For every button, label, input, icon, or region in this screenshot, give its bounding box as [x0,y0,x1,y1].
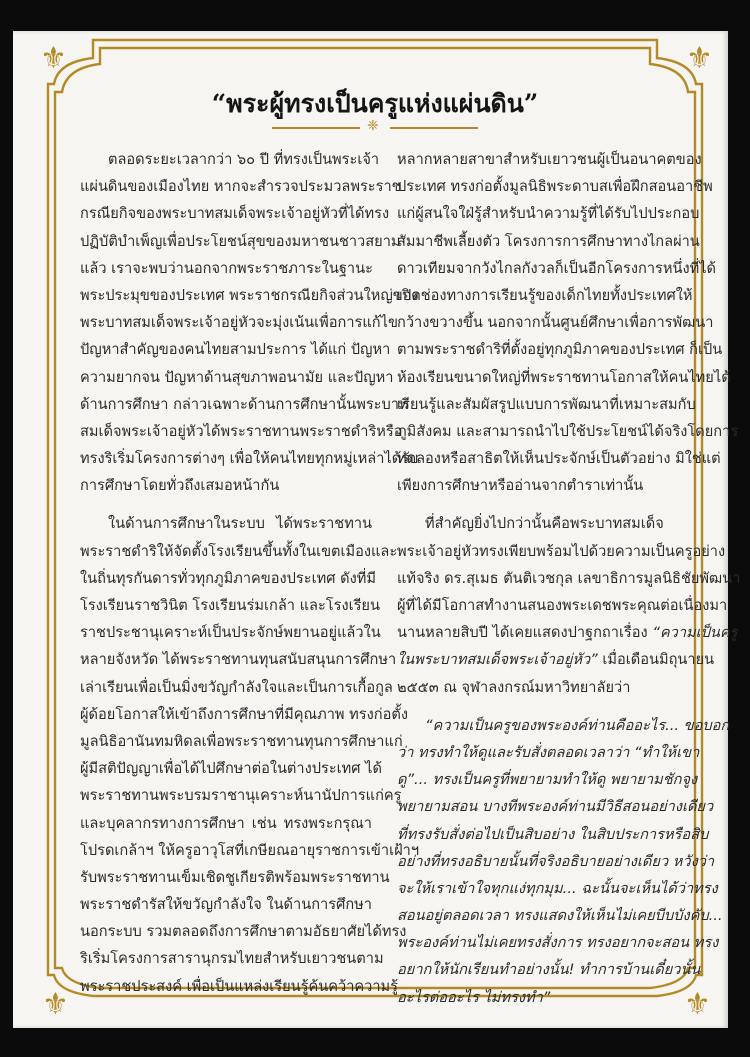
text-line: อยากให้นักเรียนทำอย่างนั้น! ทำการบ้านเดี๋ยวนั้น [397,961,701,979]
text-line: พระองค์ท่านไม่เคยทรงสั่งการ ทรงอยากจะสอน ทรง [397,934,719,952]
text-line: และบุคลากรทางการศึกษา เช่น ทรงพระกรุณา [80,814,372,832]
text-line: ตามพระราชดำริที่ตั้งอยู่ทุกภูมิภาคของประเทศ ก็เป็น [397,341,723,359]
text-line: สัมมาชีพเลี้ยงตัว โครงการการศึกษาทางไกลผ่าน [397,232,700,250]
text-line: แท้จริง ดร.สุเมธ ตันติเวชกุล เลขาธิการมูลนิธิชัยพัฒนา [397,569,741,587]
text-line: โรงเรียนราชวินิต โรงเรียนร่มเกล้า และโรงเรียน [80,597,380,614]
fleur-de-lis-icon: ⚜ [686,41,713,76]
text-line: พยายามสอน บางทีพระองค์ท่านมีวิธีสอนอย่างเดียว [397,798,714,816]
text-line: เปิดช่องทางการเรียนรู้ของเด็กไทยทั้งประเทศให้ [397,286,693,304]
fleur-de-lis-icon: ⚜ [40,41,67,76]
text-line: ทดลองหรือสาธิตให้เห็นประจักษ์เป็นตัวอย่าง มิใช่แต่ [397,450,721,468]
paragraph [397,146,739,499]
text-line: แก่ผู้สนใจใฝ่รู้สำหรับนำความรู้ที่ได้รับไปประกอบ [397,205,700,223]
text-line: ปฏิบัติบำเพ็ญเพื่อประโยชน์สุขของมหาชนชาวสยาม [80,232,401,250]
text-line: พระราชดำรัสให้ขวัญกำลังใจ ในด้านการศึกษา [80,896,372,914]
text-line: พระเจ้าอยู่หัวทรงเพียบพร้อมไปด้วยความเป็นครูอย่าง [397,542,726,560]
text-line: สอนอยู่ตลอดเวลา ทรงแสดงให้เห็นไม่เคยบีบบังคับ... [397,907,723,925]
text-line: โปรดเกล้าฯ ให้ครูอาวุโสที่เกษียณอายุราชการเข้าเฝ้าฯ [80,841,420,859]
text-line: อย่างที่ทรงอธิบายนั้นที่จริงอธิบายอย่างเดียว หวังว่า [397,852,715,870]
paragraph [397,510,741,700]
text-line: ที่สำคัญยิ่งไปกว่านั้นคือพระบาทสมเด็จ [425,515,664,533]
text-line: เพียงการศึกษาหรืออ่านจากตำราเท่านั้น [397,477,644,495]
text-line: ตลอดระยะเวลากว่า ๖๐ ปี ที่ทรงเป็นพระเจ้า [108,151,380,168]
text-line: ผู้มีสติปัญญาเพื่อได้ไปศึกษาต่อในต่างประเทศ ได้ [80,760,383,778]
text-line: การศึกษาโดยทั่วถึงเสมอหน้ากัน [80,477,280,495]
text-line: ว่า ทรงทำให้ดูและรับสั่งตลอดเวลาว่า “ทำให้เขา [397,743,700,761]
text-line [397,619,738,646]
text-segment: เมื่อเดือนมิถุนายน [597,651,715,669]
text-line: สมเด็จพระเจ้าอยู่หัวได้พระราชทานพระราชดำริหรือ [80,422,403,440]
text-line: ในด้านการศึกษาในระบบ ได้พระราชทาน [108,515,372,533]
fleur-de-lis-icon: ⚜ [684,987,711,1022]
paragraph [80,146,419,499]
text-line: เล่าเรียนเพื่อเป็นมิ่งขวัญกำลังใจและเป็นการเกื้อกูล [80,678,393,696]
quote-paragraph [397,712,730,1011]
text-line: พระราชดำริให้จัดตั้งโรงเรียนขึ้นทั้งในเขตเมืองและ [80,542,398,560]
text-line: ดาวเทียมจากวังไกลกังวลก็เป็นอีกโครงการหนึ่งที่ได้ [397,259,717,277]
text-line: ราชประชานุเคราะห์เป็นประจักษ์พยานอยู่แล้วใน [80,624,381,642]
text-line: หลายจังหวัด ได้พระราชทานทุนสนับสนุนการศึกษา [80,651,397,669]
italic-title-segment: ในพระบาทสมเด็จพระเจ้าอยู่หัว” [397,651,598,669]
text-line [397,646,715,673]
text-line: ประเทศ ทรงก่อตั้งมูลนิธิพระดาบสเพื่อฝึกสอนอาชีพ [397,178,713,196]
text-line: หลากหลายสาขาสำหรับเยาวชนผู้เป็นอนาคตของ [397,151,702,168]
text-line: รับพระราชทานเข็มเชิดชูเกียรติพร้อมพระราชทาน [80,868,390,886]
italic-title-segment: “ความเป็นครู [652,624,738,642]
paragraph [80,510,420,999]
text-line: ดู”... ทรงเป็นครูที่พยายามทำให้ดู พยายามชักจูง [397,771,698,789]
text-column-left [80,146,420,1011]
text-line: ที่ทรงรับสั่งต่อไปเป็นสิบอย่าง ในสิบประการหรือสิบ [397,825,709,843]
text-line: แผ่นดินของเมืองไทย หากจะสำรวจประมวลพระราช [80,178,402,196]
divider-line [390,127,478,129]
text-line: พระราชทานพระบรมราชานุเคราะห์นานัปการแก่ครู [80,787,402,805]
text-line: อะไรต่ออะไร ไม่ทรงทำ” [397,988,551,1006]
page-title: “พระผู้ทรงเป็นครูแห่งแผ่นดิน” [211,89,539,118]
text-line: นอกระบบ รวมตลอดถึงการศึกษาตามอัธยาศัยได้ทรง [80,923,407,941]
text-line: พระบาทสมเด็จพระเจ้าอยู่หัวจะมุ่งเน้นเพื่อการแก้ไข [80,314,398,332]
text-line: แล้ว เราจะพบว่านอกจากพระราชภาระในฐานะ [80,259,373,277]
text-line: ความยากจน ปัญหาด้านสุขภาพอนามัย และปัญหา [80,368,394,386]
text-line: เรียนรู้และสัมผัสรูปแบบการพัฒนาที่เหมาะสมกับ [397,395,696,413]
text-segment: นานหลายสิบปี ได้เคยแสดงปาฐกถาเรื่อง [397,624,653,642]
text-line: “ความเป็นครูของพระองค์ท่านคืออะไร... ขอบอก [425,716,730,734]
text-line: พระราชประสงค์ เพื่อเป็นแหล่งเรียนรู้ค้นคว้าความรู้ [80,977,398,995]
text-line: ทรงริเริ่มโครงการต่างๆ เพื่อให้คนไทยทุกหมู่เหล่าได้รับ [80,450,419,468]
text-line: ๒๕๕๓ ณ จุฬาลงกรณ์มหาวิทยาลัยว่า [397,678,631,696]
text-line: ผู้ด้อยโอกาสให้เข้าถึงการศึกษาที่มีคุณภาพ ทรงก่อตั้ง [80,705,408,723]
text-column-right [397,146,741,1022]
text-line: พระประมุขของประเทศ พระราชกรณียกิจส่วนใหญ่ของ [80,286,419,304]
text-line: ภูมิสังคม และสามารถนำไปใช้ประโยชน์ได้จริงโดยการ [397,422,739,440]
text-line: กรณียกิจของพระบาทสมเด็จพระเจ้าอยู่หัวที่ได้ทรง [80,205,390,223]
text-line: กว้างขวางขึ้น นอกจากนั้นศูนย์ศึกษาเพื่อการพัฒนา [397,314,714,332]
title-divider [272,120,478,134]
text-line: ในถิ่นทุรกันดารทั่วทุกภูมิภาคของประเทศ ดังที่มี [80,569,376,587]
text-line: ห้องเรียนขนาดใหญ่ที่พระราชทานโอกาสให้คนไทยได้ [397,368,731,386]
text-line: ปัญหาสำคัญของคนไทยสามประการ ได้แก่ ปัญหา [80,341,391,359]
text-line: ผู้ที่ได้มีโอกาสทำงานสนองพระเดชพระคุณต่อเนื่องมา [397,597,728,614]
flourish-icon: ❈ [367,118,379,134]
text-line: จะให้เราเข้าใจทุกแง่ทุกมุม... ฉะนั้นจะเห็นได้ว่าทรง [397,879,718,897]
text-line: ด้านการศึกษา กล่าวเฉพาะด้านการศึกษานั้นพระบาท [80,395,409,413]
text-line: มูลนิธิอานันทมหิดลเพื่อพระราชทานทุนการศึกษาแก่ [80,732,403,750]
fleur-de-lis-icon: ⚜ [42,987,69,1022]
text-line: ริเริ่มโครงการสารานุกรมไทยสำหรับเยาวชนตาม [80,950,384,968]
divider-line [272,127,360,129]
